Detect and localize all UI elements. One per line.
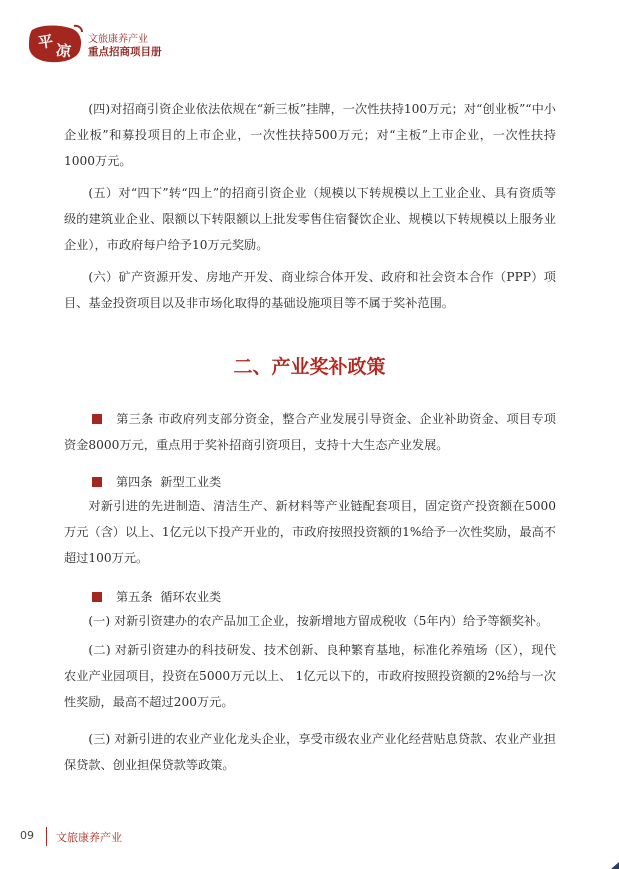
logo-char-2: 凉 xyxy=(55,41,72,61)
article-5-title-text: 第五条 循环农业类 xyxy=(116,590,222,604)
article-5-paragraph-1: (一) 对新引资建办的农产品加工企业，按新增地方留成税收（5年内）给予等额奖补。 xyxy=(88,614,549,628)
logo-line2: 重点招商项目册 xyxy=(88,46,162,58)
article-4-title xyxy=(64,469,556,495)
bullet-square-icon xyxy=(92,414,102,424)
article-4-title-text: 第四条 新型工业类 xyxy=(116,475,222,489)
article-3 xyxy=(64,406,556,458)
bullet-square-icon xyxy=(92,477,102,487)
page-corner-icon xyxy=(609,859,619,869)
article-5-title xyxy=(64,584,556,610)
article-3-text: 第三条 市政府列支部分资金，整合产业发展引导资金、企业补助资金、项目专项资金8000万元，重点用于奖补招商引资项目，支持十大生态产业发展。 xyxy=(64,412,556,452)
article-4-paragraph: 对新引进的先进制造、清洁生产、新材料等产业链配套项目，固定资产投资额在5000万元（含）以上、1亿元以下投产开业的，市政府按照投资额的1%给予一次性奖励，最高不超过100万元。 xyxy=(64,499,556,565)
paragraph-6: (六）矿产资源开发、房地产开发、商业综合体开发、政府和社会资本合作（PPP）项目、基金投资项目以及非市场化取得的基础设施项目等不属于奖补范围。 xyxy=(64,270,556,310)
paragraph-4: (四)对招商引资企业依法依规在“新三板”挂牌，一次性扶持100万元；对“创业板”“中小企业板”和募投项目的上市企业，一次性扶持500万元；对“主板”上市企业，一次性扶持1000万元。 xyxy=(64,102,556,168)
logo-char-1: 平 xyxy=(36,32,55,52)
footer-divider xyxy=(46,827,47,846)
paragraph-5: (五）对“四下”转“四上”的招商引资企业（规模以下转规模以上工业企业、具有资质等级的建筑业企业、限额以下转限额以上批发零售住宿餐饮企业、规模以下转规模以上服务业企业），市政府每户给予10万元奖励。 xyxy=(64,186,556,252)
article-5-paragraph-3: (三) 对新引进的农业产业化龙头企业，享受市级农业产业化经营贴息贷款、农业产业担保贷款、创业担保贷款等政策。 xyxy=(64,732,556,772)
section-heading: 二、产业奖补政策 xyxy=(233,356,386,378)
logo-line1: 文旅康养产业 xyxy=(88,34,148,45)
footer-title: 文旅康养产业 xyxy=(56,831,122,844)
bullet-square-icon xyxy=(92,592,102,602)
article-5-paragraph-2: (二) 对新引资建办的科技研发、技术创新、良种繁育基地，标准化养殖场（区），现代农业产业园项目，投资在5000万元以上、 1亿元以下的，市政府按照投资额的2%给与一次性奖励，最高不超过200万元。 xyxy=(64,643,556,709)
page-number: 09 xyxy=(20,829,34,842)
header-logo xyxy=(26,24,186,68)
